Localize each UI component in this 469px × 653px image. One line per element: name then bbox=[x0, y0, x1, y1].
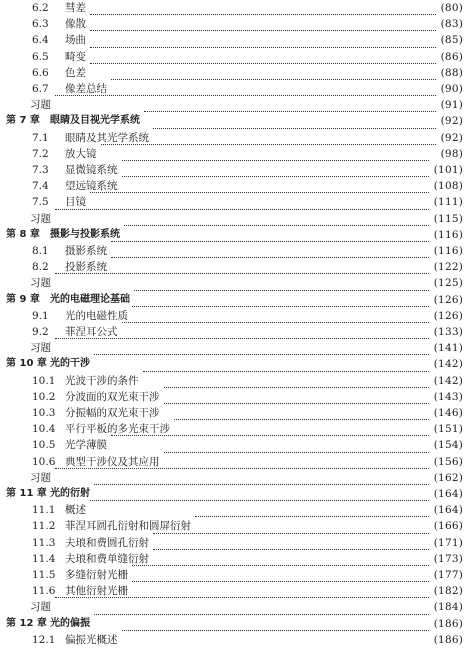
entry-number: 第 9 章 bbox=[6, 293, 40, 305]
dot-leader bbox=[124, 225, 429, 226]
page-number: (126) bbox=[432, 290, 463, 310]
entry-number: 9.2 bbox=[32, 326, 49, 338]
entry-title: 典型干涉仪及其应用 bbox=[65, 452, 162, 472]
page-number: (85) bbox=[439, 30, 463, 50]
entry-number: 6.5 bbox=[32, 50, 49, 63]
dot-leader bbox=[174, 419, 429, 420]
entry-number: 10.2 bbox=[32, 390, 56, 403]
dot-leader bbox=[111, 257, 429, 258]
dot-leader bbox=[90, 500, 429, 501]
entry-number: 10.5 bbox=[32, 439, 56, 452]
entry-number: 7.1 bbox=[32, 131, 49, 144]
entry-number: 11.6 bbox=[32, 585, 56, 598]
entry-number: 6.3 bbox=[32, 18, 49, 31]
entry-title: 习题 bbox=[30, 273, 53, 293]
page-number: (111) bbox=[432, 192, 463, 212]
page-number: (162) bbox=[432, 468, 463, 488]
page-number: (171) bbox=[432, 533, 463, 553]
entry-number: 8.1 bbox=[32, 245, 49, 257]
dot-leader bbox=[195, 516, 429, 517]
entry-title: 菲涅耳圆孔衍射和圆屏衍射 bbox=[65, 516, 193, 536]
entry-number: 11.5 bbox=[32, 569, 56, 581]
entry-title: 光的电磁理论基础 bbox=[50, 290, 132, 310]
dot-leader bbox=[144, 111, 436, 112]
entry-number: 6.7 bbox=[32, 83, 49, 95]
entry-title: 其他衍射光栅 bbox=[65, 581, 130, 601]
entry-title: 望远镜系统 bbox=[65, 176, 120, 196]
page-number: (98) bbox=[439, 144, 463, 164]
entry-title: 概述 bbox=[65, 500, 88, 520]
dot-leader bbox=[153, 533, 429, 534]
dot-leader bbox=[122, 630, 429, 631]
page-number: (122) bbox=[432, 257, 463, 277]
page-number: (156) bbox=[432, 452, 463, 472]
dot-leader bbox=[122, 176, 429, 177]
dot-leader bbox=[143, 371, 429, 372]
page-number: (143) bbox=[432, 387, 463, 407]
page-number: (182) bbox=[432, 581, 463, 601]
entry-title: 习题 bbox=[30, 209, 53, 229]
entry-title: 菲涅耳公式 bbox=[65, 322, 120, 342]
entry-title: 光的衍射 bbox=[50, 484, 92, 504]
entry-number: 第 11 章 bbox=[6, 488, 47, 499]
page-number: (115) bbox=[432, 209, 463, 229]
entry-title: 眼睛及其光学系统 bbox=[65, 128, 151, 148]
page-number: (116) bbox=[432, 241, 463, 261]
page-number: (166) bbox=[432, 516, 463, 536]
dot-leader bbox=[132, 565, 429, 566]
page-number: (186) bbox=[432, 614, 463, 634]
entry-title: 习题 bbox=[30, 597, 53, 617]
entry-number: 9.1 bbox=[32, 309, 49, 322]
entry-title: 显微镜系统 bbox=[65, 160, 120, 180]
dot-leader bbox=[55, 468, 429, 469]
entry-title: 偏振光概述 bbox=[65, 630, 120, 650]
page-number: (83) bbox=[439, 14, 463, 34]
entry-number: 11.1 bbox=[32, 504, 56, 517]
page-number: (86) bbox=[439, 47, 463, 67]
entry-title: 习题 bbox=[30, 338, 53, 358]
entry-number: 12.1 bbox=[32, 633, 56, 646]
dot-leader bbox=[94, 484, 429, 485]
entry-title: 习题 bbox=[30, 468, 53, 488]
entry-number: 10.4 bbox=[32, 423, 56, 436]
entry-title: 夫琅和费单缝衍射 bbox=[65, 549, 151, 569]
dot-leader bbox=[111, 435, 429, 436]
dot-leader bbox=[164, 387, 429, 388]
dot-leader bbox=[153, 128, 436, 129]
page-number: (133) bbox=[432, 322, 463, 342]
entry-title: 像散 bbox=[65, 14, 88, 34]
entry-title: 摄影与投影系统 bbox=[50, 225, 122, 245]
entry-number: 第 10 章 bbox=[6, 358, 47, 370]
entry-title: 习题 bbox=[30, 95, 53, 115]
entry-title: 色差 bbox=[65, 63, 88, 83]
section-entry bbox=[0, 630, 469, 650]
entry-number: 7.4 bbox=[32, 180, 49, 193]
page-number: (151) bbox=[432, 419, 463, 439]
page-number: (80) bbox=[439, 0, 463, 18]
dot-leader bbox=[94, 354, 429, 355]
page-number: (177) bbox=[432, 565, 463, 585]
dot-leader bbox=[111, 241, 429, 242]
dot-leader bbox=[55, 209, 429, 210]
entry-title: 光的电磁性质 bbox=[65, 306, 130, 326]
dot-leader bbox=[94, 614, 429, 615]
entry-title: 光的干涉 bbox=[50, 354, 92, 374]
entry-title: 光学薄膜 bbox=[65, 435, 109, 455]
dot-leader bbox=[55, 95, 436, 96]
page-number: (146) bbox=[432, 403, 463, 423]
entry-number: 10.1 bbox=[32, 374, 56, 387]
page-number: (90) bbox=[439, 79, 463, 99]
entry-number: 11.4 bbox=[32, 552, 56, 565]
entry-title: 彗差 bbox=[65, 0, 88, 18]
dot-leader bbox=[90, 47, 436, 48]
page-number: (184) bbox=[432, 597, 463, 617]
entry-title: 分波面的双光束干涉 bbox=[65, 387, 162, 407]
dot-leader bbox=[101, 144, 436, 145]
entry-title: 像差总结 bbox=[65, 79, 109, 99]
dot-leader bbox=[90, 30, 436, 31]
dot-leader bbox=[55, 338, 429, 339]
page-number: (116) bbox=[432, 225, 463, 245]
dot-leader bbox=[164, 452, 429, 453]
page-number: (126) bbox=[432, 306, 463, 326]
dot-leader bbox=[55, 273, 429, 274]
entry-title: 平行平板的多光束干涉 bbox=[65, 419, 172, 439]
entry-number: 6.2 bbox=[32, 2, 49, 14]
page-number: (92) bbox=[439, 128, 463, 148]
page-number: (141) bbox=[432, 338, 463, 358]
dot-leader bbox=[122, 160, 429, 161]
dot-leader bbox=[132, 581, 429, 582]
page-number: (125) bbox=[432, 273, 463, 293]
entry-number: 6.4 bbox=[32, 34, 49, 47]
dot-leader bbox=[132, 306, 429, 307]
entry-number: 11.2 bbox=[32, 520, 56, 533]
entry-number: 10.3 bbox=[32, 407, 56, 419]
entry-number: 7.5 bbox=[32, 196, 49, 209]
entry-title: 畸变 bbox=[65, 47, 88, 67]
dot-leader bbox=[90, 63, 436, 64]
page-number: (101) bbox=[432, 160, 463, 180]
page-number: (142) bbox=[432, 354, 463, 374]
dot-leader bbox=[122, 322, 429, 323]
entry-number: 10.6 bbox=[32, 455, 56, 468]
entry-number: 第 8 章 bbox=[6, 228, 40, 240]
entry-number: 6.6 bbox=[32, 66, 49, 79]
entry-number: 第 7 章 bbox=[6, 115, 40, 127]
page-number: (173) bbox=[432, 549, 463, 569]
entry-number: 第 12 章 bbox=[6, 617, 47, 629]
page-number: (164) bbox=[432, 500, 463, 520]
dot-leader bbox=[134, 290, 429, 291]
dot-leader bbox=[111, 79, 436, 80]
entry-title: 光波干涉的条件 bbox=[65, 371, 141, 391]
page-number: (91) bbox=[439, 95, 463, 115]
dot-leader bbox=[90, 14, 436, 15]
page-number: (88) bbox=[439, 63, 463, 83]
page-number: (142) bbox=[432, 371, 463, 391]
entry-title: 摄影系统 bbox=[65, 241, 109, 261]
dot-leader bbox=[90, 192, 429, 193]
page-number: (164) bbox=[432, 484, 463, 504]
entry-title: 眼睛及目视光学系统 bbox=[50, 111, 142, 131]
entry-number: 8.2 bbox=[32, 261, 49, 274]
page-number: (186) bbox=[432, 630, 463, 650]
entry-title: 投影系统 bbox=[65, 257, 109, 277]
dot-leader bbox=[55, 597, 429, 598]
page-number: (154) bbox=[432, 435, 463, 455]
entry-title: 场曲 bbox=[65, 30, 88, 50]
dot-leader bbox=[164, 403, 429, 404]
entry-title: 夫琅和费圆孔衍射 bbox=[65, 533, 151, 553]
entry-number: 7.2 bbox=[32, 147, 49, 160]
entry-title: 分振幅的双光束干涉 bbox=[65, 403, 162, 423]
page-number: (92) bbox=[439, 111, 463, 131]
entry-number: 7.3 bbox=[32, 164, 49, 176]
entry-title: 目镜 bbox=[65, 192, 88, 212]
page-number: (108) bbox=[432, 176, 463, 196]
dot-leader bbox=[153, 549, 429, 550]
entry-title: 光的偏振 bbox=[50, 614, 92, 634]
entry-title: 多缝衍射光栅 bbox=[65, 565, 130, 585]
entry-number: 11.3 bbox=[32, 536, 56, 549]
entry-title: 放大镜 bbox=[65, 144, 99, 164]
